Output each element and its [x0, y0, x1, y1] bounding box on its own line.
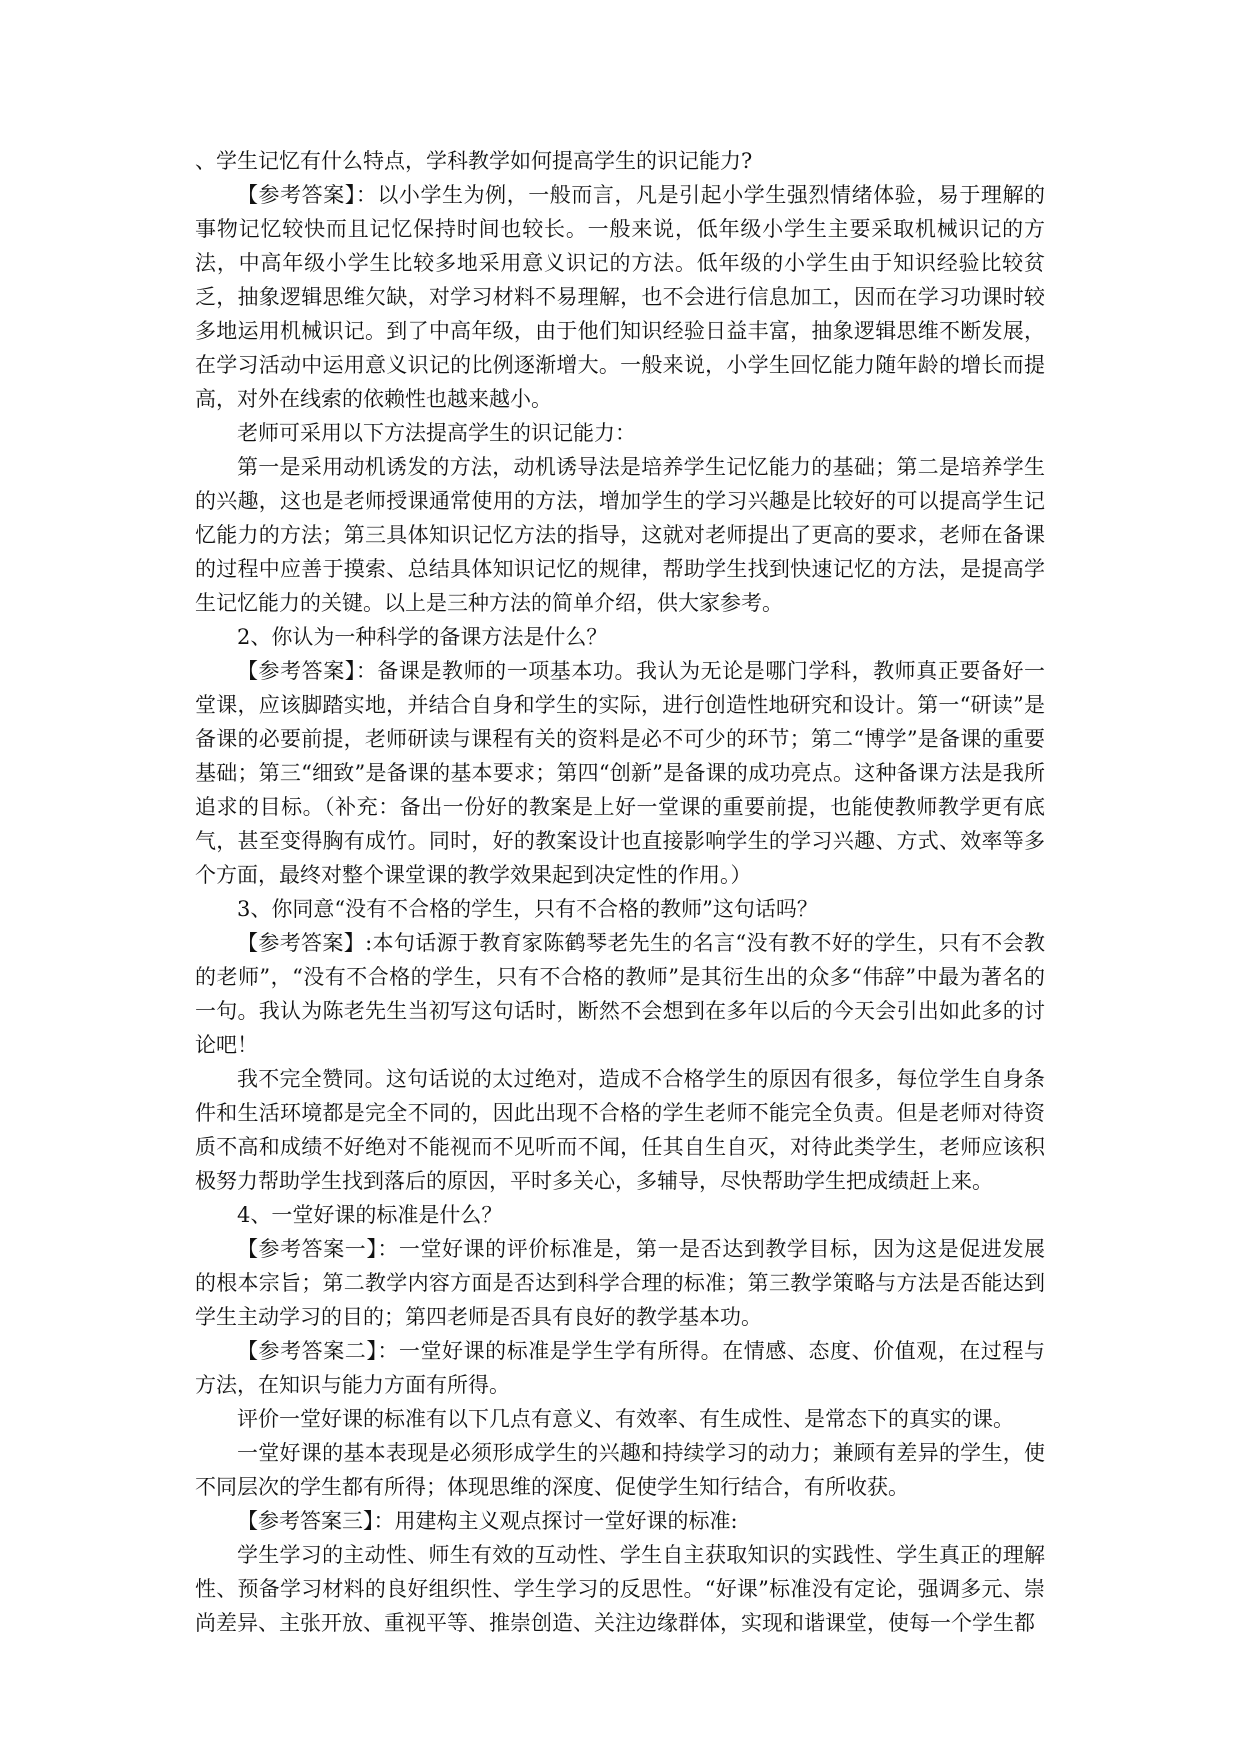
question-4: 4、一堂好课的标准是什么？	[237, 1203, 503, 1227]
answer-4-option-2: 【参考答案二】：一堂好课的标准是学生学有所得。在情感、态度、价值观，在过程与方法，在知识与能力方面有所得。	[195, 1339, 1045, 1397]
answer-4-option-3: 【参考答案三】：用建构主义观点探讨一堂好课的标准:	[237, 1509, 738, 1533]
answer-1-paragraph: 【参考答案】：以小学生为例，一般而言，凡是引起小学生强烈情绪体验，易于理解的事物记忆较快而且记忆保持时间也较长。一般来说，低年级小学生主要采取机械识记的方法，中高年级小学生比较多地采用意义识记的方法。低年级的小学生由于知识经验比较贫乏，抽象逻辑思维欠缺，对学习材料不易理解，也不会进行信息加工，因而在学习功课时较多地运用机械识记。到了中高年级，由于他们知识经验日益丰富，抽象逻辑思维不断发展，在学习活动中运用意义识记的比例逐渐增大。一般来说，小学生回忆能力随年龄的增长而提高，对外在线索的依赖性也越来越小。	[195, 183, 1045, 411]
answer-3-opinion: 我不完全赞同。这句话说的太过绝对，造成不合格学生的原因有很多，每位学生自身条件和生活环境都是完全不同的，因此出现不合格的学生老师不能完全负责。但是老师对待资质不高和成绩不好绝对不能视而不见听而不闻，任其自生自灭，对待此类学生，老师应该积极努力帮助学生找到落后的原因，平时多关心，多辅导，尽快帮助学生把成绩赶上来。	[195, 1067, 1045, 1193]
answer-4-performance: 一堂好课的基本表现是必须形成学生的兴趣和持续学习的动力；兼顾有差异的学生，使不同层次的学生都有所得；体现思维的深度、促使学生知行结合，有所收获。	[195, 1441, 1045, 1499]
question-1-tail: 、学生记忆有什么特点，学科教学如何提高学生的识记能力?	[195, 149, 753, 173]
question-3: 3、你同意“没有不合格的学生，只有不合格的教师”这句话吗？	[237, 897, 818, 921]
answer-3-paragraph: 【参考答案】:本句话源于教育家陈鹤琴老先生的名言“没有教不好的学生，只有不会教的老师”，“没有不合格的学生，只有不合格的教师”是其衍生出的众多“伟辞”中最为著名的一句。我认为陈老先生当初写这句话时，断然不会想到在多年以后的今天会引出如此多的讨论吧！	[195, 931, 1045, 1057]
answer-1-methods: 第一是采用动机诱发的方法，动机诱导法是培养学生记忆能力的基础；第二是培养学生的兴趣，这也是老师授课通常使用的方法，增加学生的学习兴趣是比较好的可以提高学生记忆能力的方法；第三具体知识记忆方法的指导，这就对老师提出了更高的要求，老师在备课的过程中应善于摸索、总结具体知识记忆的规律，帮助学生找到快速记忆的方法，是提高学生记忆能力的关键。以上是三种方法的简单介绍，供大家参考。	[195, 455, 1045, 615]
answer-4-option-1: 【参考答案一】：一堂好课的评价标准是，第一是否达到教学目标，因为这是促进发展的根本宗旨；第二教学内容方面是否达到科学合理的标准；第三教学策略与方法是否能达到学生主动学习的目的；第四老师是否具有良好的教学基本功。	[195, 1237, 1045, 1329]
answer-4-criteria: 评价一堂好课的标准有以下几点有意义、有效率、有生成性、是常态下的真实的课。	[237, 1407, 1014, 1431]
document-body	[195, 144, 1045, 1640]
answer-1-methods-intro: 老师可采用以下方法提高学生的识记能力：	[237, 421, 636, 445]
answer-4-constructivism: 学生学习的主动性、师生有效的互动性、学生自主获取知识的实践性、学生真正的理解性、预备学习材料的良好组织性、学生学习的反思性。“好课”标准没有定论，强调多元、崇尚差异、主张开放、重视平等、推崇创造、关注边缘群体，实现和谐课堂，使每一个学生都	[195, 1543, 1045, 1635]
question-2: 2、你认为一种科学的备课方法是什么？	[237, 625, 608, 649]
answer-2-paragraph: 【参考答案】：备课是教师的一项基本功。我认为无论是哪门学科，教师真正要备好一堂课，应该脚踏实地，并结合自身和学生的实际，进行创造性地研究和设计。第一“研读”是备课的必要前提，老师研读与课程有关的资料是必不可少的环节；第二“博学”是备课的重要基础；第三“细致”是备课的基本要求；第四“创新”是备课的成功亮点。这种备课方法是我所追求的目标。（补充：备出一份好的教案是上好一堂课的重要前提，也能使教师教学更有底气，甚至变得胸有成竹。同时，好的教案设计也直接影响学生的学习兴趣、方式、效率等多个方面，最终对整个课堂课的教学效果起到决定性的作用。）	[195, 659, 1045, 887]
